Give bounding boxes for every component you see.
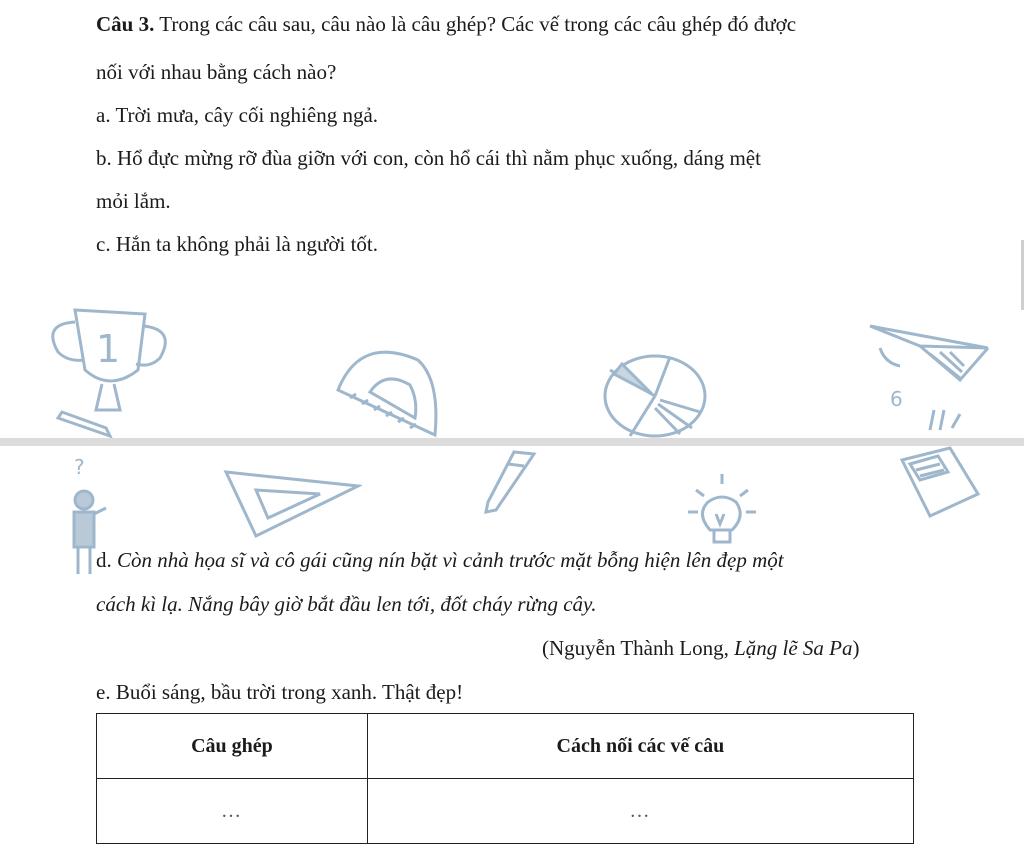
option-e: e. Buổi sáng, bầu trời trong xanh. Thật đẹp!: [96, 680, 464, 704]
option-a: a. Trời mưa, cây cối nghiêng ngả.: [96, 103, 379, 127]
plane-digit: 6: [890, 387, 903, 411]
option-b-line1: b. Hổ đực mừng rỡ đùa giỡn với con, còn hổ cái thì nằm phục xuống, dáng mệt: [96, 146, 761, 170]
option-d-line1: [96, 548, 784, 573]
source-open: (Nguyễn Thành Long,: [542, 636, 735, 660]
trophy-digit: 1: [96, 327, 121, 371]
trophy-icon: [40, 300, 180, 440]
answer-table: [96, 713, 914, 844]
option-d-line2: cách kì lạ. Nắng bây giờ bắt đầu len tới, đốt cháy rừng cây.: [96, 592, 597, 616]
page-divider: [0, 438, 1024, 446]
table-header-compound-sentence: Câu ghép: [97, 714, 368, 779]
source-close: ): [852, 636, 860, 660]
protractor-icon: [330, 340, 450, 440]
option-d-prefix: d.: [96, 548, 117, 572]
table-cell-connection-method: …: [367, 779, 913, 844]
question-text-line2: nối với nhau bằng cách nào?: [96, 60, 337, 84]
question-text-line1: Trong các câu sau, câu nào là câu ghép? Các vế trong các câu ghép đó được: [154, 12, 797, 36]
option-d-source: [542, 636, 860, 661]
set-square-icon: [222, 466, 362, 542]
source-title: Lặng lẽ Sa Pa: [734, 636, 853, 660]
option-d-text1: Còn nhà họa sĩ và cô gái cũng nín bặt vì cảnh trước mặt bỗng hiện lên đẹp một: [117, 548, 784, 572]
table-row: [97, 779, 914, 844]
table-header-connection-method: Cách nối các vế câu: [367, 714, 913, 779]
paper-plane-icon: [860, 318, 1000, 438]
light-bulb-icon: [682, 468, 762, 558]
pen-icon: [478, 448, 538, 518]
question-label: Câu 3.: [96, 12, 155, 36]
option-b-line2: mỏi lắm.: [96, 189, 171, 213]
option-c: c. Hắn ta không phải là người tốt.: [96, 232, 379, 256]
table-cell-compound-sentence: …: [97, 779, 368, 844]
book-icon: [894, 446, 984, 522]
question-mark: ?: [74, 455, 85, 479]
pie-chart-icon: [600, 352, 712, 440]
question-title: [96, 12, 796, 37]
table-header-row: [97, 714, 914, 779]
